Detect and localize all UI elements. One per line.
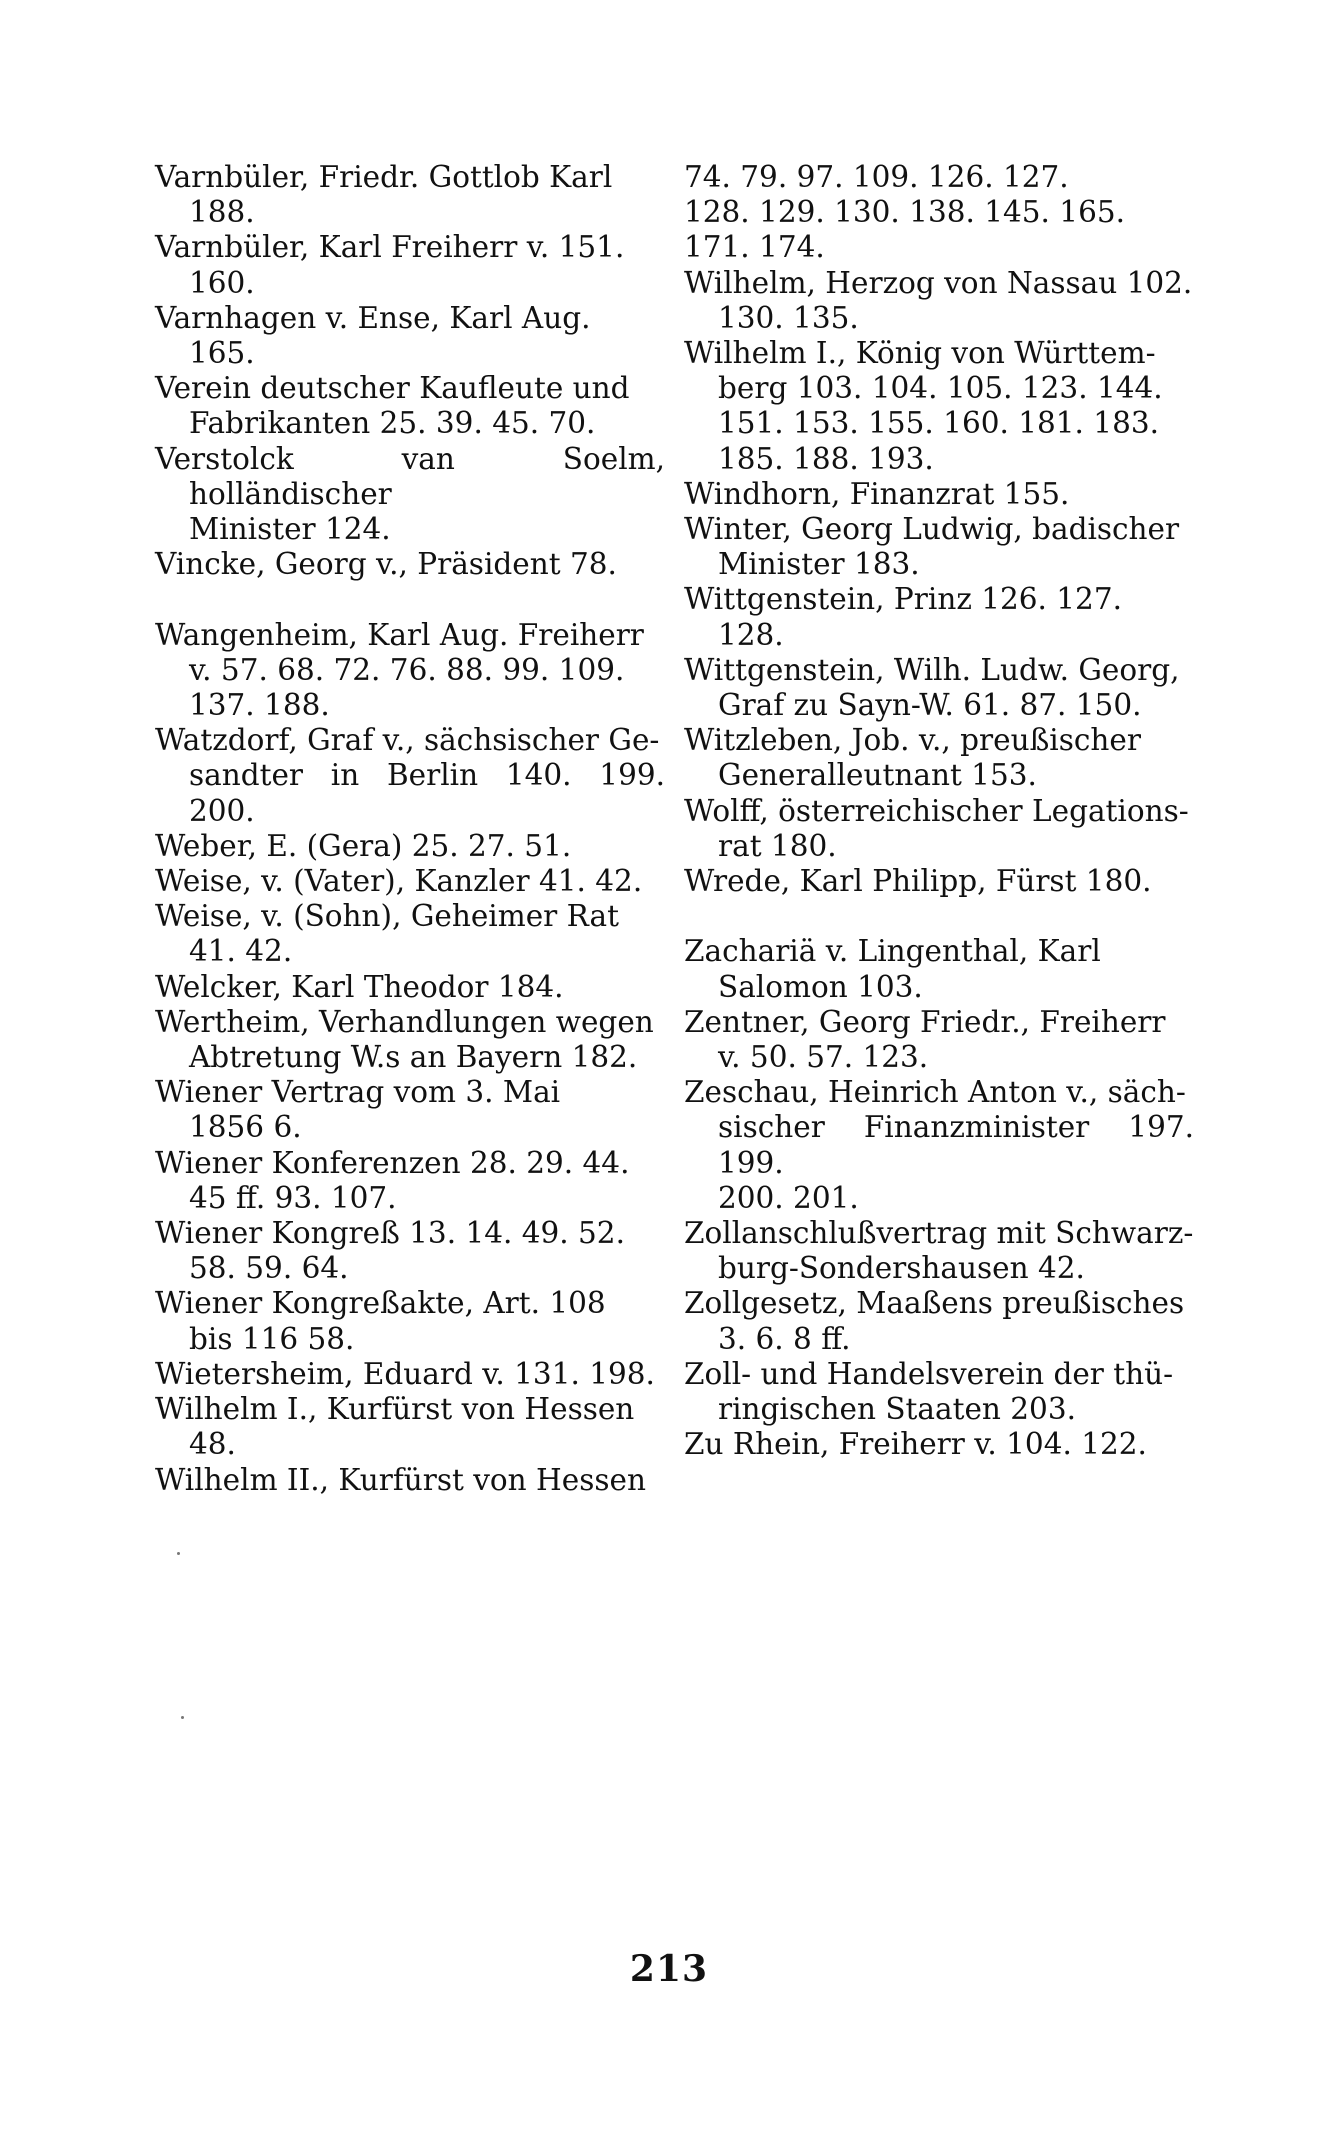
index-entry: Wiener Konferenzen 28. 29. 44. 45 ff. 93. 107. <box>155 1145 630 1215</box>
print-speck <box>181 1716 184 1719</box>
print-speck <box>177 1552 180 1555</box>
index-entry: Wiener Kongreßakte, Art. 108 bis 116 58. <box>155 1286 606 1356</box>
section-gap <box>155 582 665 617</box>
index-entry: Witzleben, Job. v., preußischer Generalleutnant 153. <box>684 723 1141 793</box>
index-entry: Zu Rhein, Freiherr v. 104. 122. <box>684 1427 1147 1462</box>
index-entry: Wilhelm II., Kurfürst von Hessen <box>155 1462 646 1497</box>
index-entry: Wolff, österreichischer Legations- rat 180. <box>684 793 1189 863</box>
index-entry: Welcker, Karl Theodor 184. <box>155 969 564 1004</box>
index-entry: Wilhelm I., König von Württem- berg 103. 104. 105. 123. 144. 151. 153. 155. 160. 181. 183. 185. 188. 193. <box>684 336 1163 476</box>
index-entry: Weber, E. (Gera) 25. 27. 51. <box>155 828 572 863</box>
index-entry: Zollanschlußvertrag mit Schwarz- burg-Sondershausen 42. <box>684 1216 1194 1286</box>
index-entry: Windhorn, Finanzrat 155. <box>684 476 1070 511</box>
index-entry: Zentner, Georg Friedr., Freiherr v. 50. 57. 123. <box>684 1004 1166 1075</box>
index-entry: Wangenheim, Karl Aug. Freiherr v. 57. 68. 72. 76. 88. 99. 109. 137. 188. <box>155 617 644 723</box>
index-entry: Vincke, Georg v., Präsident 78. <box>155 547 617 582</box>
index-column-left <box>155 160 665 1498</box>
index-entry: Wittgenstein, Wilh. Ludw. Georg, Graf zu Sayn-W. 61. 87. 150. <box>684 652 1180 723</box>
index-entry: Wietersheim, Eduard v. 131. 198. <box>155 1356 655 1391</box>
index-entry: Wertheim, Verhandlungen wegen Abtretung W.s an Bayern 182. <box>155 1004 654 1075</box>
index-entry: Verein deutscher Kaufleute und Fabrikanten 25. 39. 45. 70. <box>155 371 630 441</box>
section-gap <box>684 899 1194 934</box>
page-number: 213 <box>629 1948 709 1990</box>
index-entry: Wiener Kongreß 13. 14. 49. 52. 58. 59. 64. <box>155 1216 625 1286</box>
index-entry: Wrede, Karl Philipp, Fürst 180. <box>684 864 1152 899</box>
index-entry: Wiener Vertrag vom 3. Mai 1856 6. <box>155 1075 561 1145</box>
index-entry: Watzdorf, Graf v., sächsischer Ge- sandter in Berlin 140. 199. 200. <box>155 723 665 828</box>
index-entry: Verstolck van Soelm, holländischer Minister 124. <box>155 441 665 547</box>
index-entry: Winter, Georg Ludwig, badischer Minister 183. <box>684 512 1180 582</box>
index-entry: Varnbüler, Karl Freiherr v. 151. 160. <box>155 230 625 300</box>
index-entry: Zachariä v. Lingenthal, Karl Salomon 103. <box>684 934 1101 1004</box>
index-entry-continuation: 74. 79. 97. 109. 126. 127. 128. 129. 130. 138. 145. 165. 171. 174. <box>684 160 1125 265</box>
index-entry: Varnhagen v. Ense, Karl Aug. 165. <box>155 300 591 371</box>
index-entry: Zoll- und Handelsverein der thü- ringischen Staaten 203. <box>684 1356 1174 1427</box>
index-entry: Wilhelm I., Kurfürst von Hessen 48. <box>155 1392 635 1462</box>
index-entry: Weise, v. (Vater), Kanzler 41. 42. <box>155 864 643 899</box>
index-entry: Varnbüler, Friedr. Gottlob Karl 188. <box>155 160 613 230</box>
index-entry: Wilhelm, Herzog von Nassau 102. 130. 135. <box>684 265 1193 335</box>
index-entry: Zeschau, Heinrich Anton v., säch- sischer Finanzminister 197. 199. 200. 201. <box>684 1075 1194 1215</box>
index-entry: Zollgesetz, Maaßens preußisches 3. 6. 8 ff. <box>684 1286 1185 1356</box>
index-entry: Wittgenstein, Prinz 126. 127. 128. <box>684 582 1122 652</box>
index-entry: Weise, v. (Sohn), Geheimer Rat 41. 42. <box>155 899 619 969</box>
index-column-right <box>684 160 1194 1463</box>
